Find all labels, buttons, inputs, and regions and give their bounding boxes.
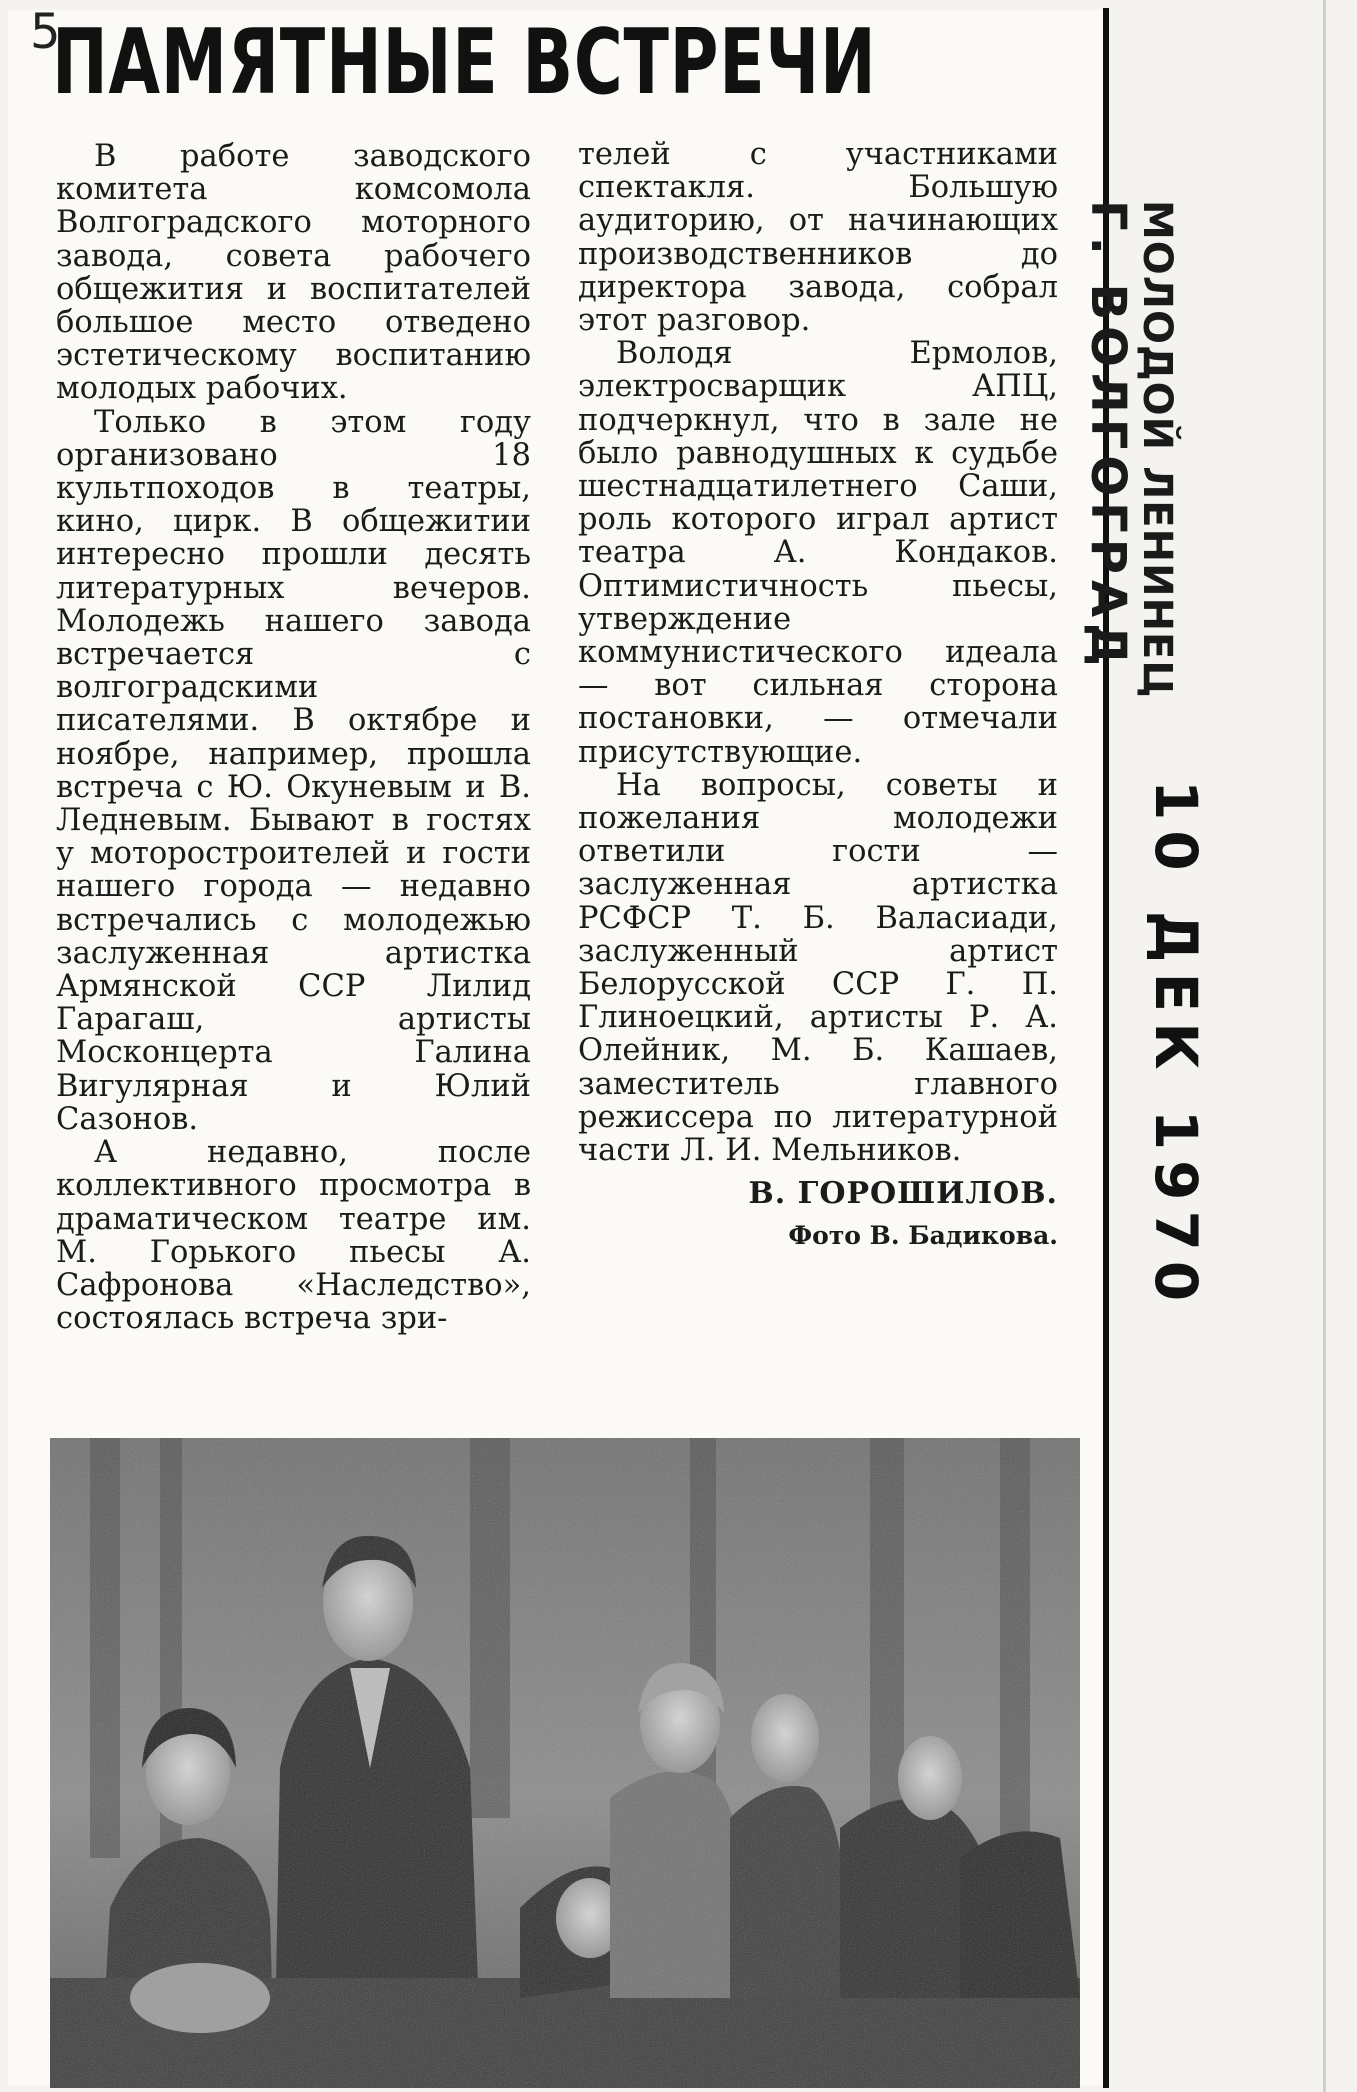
issue-mark: 5 (30, 4, 61, 60)
article-column-left (56, 140, 531, 1335)
stamp-city: Г. ВОЛГОГРАД (1080, 200, 1136, 672)
paragraph: На вопросы, советы и пожелания молодежи ответили гости — заслуженная артистка РСФСР Т. Б. Валасиади, заслуженный артист Белорусской ССР Г. П. Глиноецкий, артисты Р. А. Олейник, М. Б. Кашаев, заместитель главного режиссера по литературной части Л. И. Мельников. (578, 767, 1058, 1169)
author-byline: В. ГОРОШИЛОВ. (748, 1176, 1058, 1212)
photo-grain (50, 1438, 1080, 2088)
article-photo (50, 1438, 1080, 2088)
stamp-date: 10 ДЕК 1970 (1142, 780, 1210, 1312)
page-edge-rule (1323, 0, 1326, 2092)
article-column-right (578, 138, 1058, 1252)
newspaper-stamp (1080, 200, 1180, 698)
stamp-newspaper-name: МОЛОДОЙ ЛЕНИНЕЦ (1134, 200, 1180, 699)
paragraph: Володя Ермолов, электросварщик АПЦ, подчеркнул, что в зале не было равнодушных к судьбе шестнадцатилетнего Саши, роль которого играл артист театра А. Кондаков. Оптимистичность пьесы, утверждение коммунистического идеала — вот сильная сторона постановки, — отмечали присутствующие. (578, 336, 1058, 770)
paragraph: Только в этом году организовано 18 культпоходов в театры, кино, цирк. В общежитии интересно прошли десять литературных вечеров. Молодежь нашего завода встречается с волгоградскими писателями. В октябре и ноябре, например, прошла встреча с Ю. Окуневым и В. Ледневым. Бывают в гостях у моторостроителей и гости нашего города — недавно встречались с молодежью заслуженная артистка Армянской ССР Лилид Гарагаш, артисты Москонцерта Галина Вигулярная и Юлий Сазонов. (56, 404, 531, 1137)
paragraph: телей с участниками спектакля. Большую аудиторию, от начинающих производственников до директора завода, собрал этот разговор. (578, 137, 1058, 339)
paragraph: В работе заводского комитета комсомола Волгоградского моторного завода, совета рабочего общежития и воспитателей большое место отведено эстетическому воспитанию молодых рабочих. (56, 139, 531, 407)
paragraph: А недавно, после коллективного просмотра в драматическом театре им. М. Горького пьесы А. Сафронова «Наследство», состоялась встреча зри- (56, 1135, 531, 1337)
article-title: ПАМЯТНЫЕ ВСТРЕЧИ (52, 10, 877, 115)
photo-credit: Фото В. Бадикова. (788, 1220, 1058, 1250)
